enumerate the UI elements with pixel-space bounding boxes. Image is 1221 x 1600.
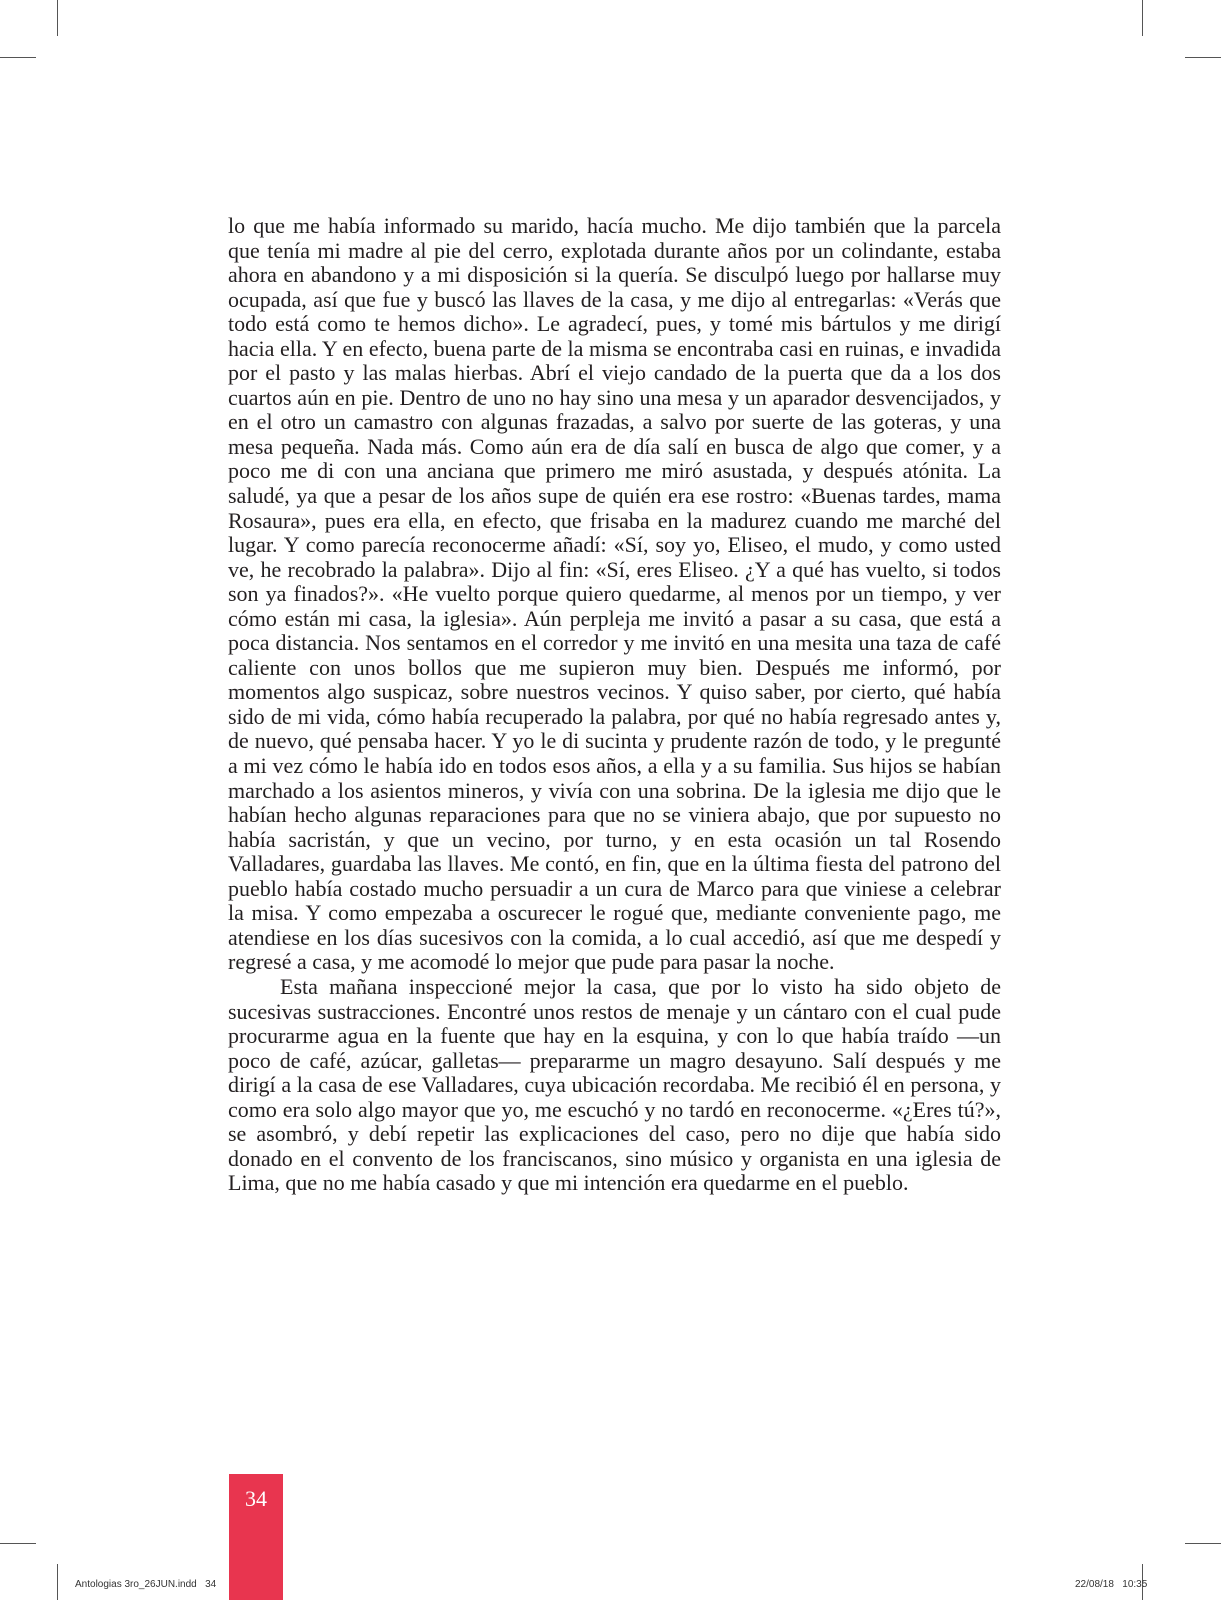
crop-mark-right-bottom: [1185, 1543, 1221, 1544]
slug-filename: Antologias 3ro_26JUN.indd 34: [75, 1579, 217, 1590]
page-number: 34: [245, 1486, 267, 1511]
page-number-tab: [229, 1474, 283, 1600]
paragraph-1: lo que me había informado su marido, hacía mucho. Me dijo también que la parcela que tenía mi madre al pie del cerro, explotada durante años por un colindante, estaba ahora en abandono y a mi disposición si la quería. Se disculpó luego por hallarse muy ocupada, así que fue y buscó las llaves de la casa, y me dijo al entregarlas: «Verás que todo está como te hemos dicho». Le agradecí, pues, y tomé mis bártulos y me dirigí hacia ella. Y en efecto, buena parte de la misma se encontraba casi en ruinas, e invadida por el pasto y las malas hierbas. Abrí el viejo candado de la puerta que da a los dos cuartos aún en pie. Dentro de uno no hay sino una mesa y un aparador desvencijados, y en el otro un camastro con algunas frazadas, a salvo por suerte de las goteras, y una mesa pequeña. Nada más. Como aún era de día salí en busca de algo que comer, y a poco me di con una anciana que primero me miró asustada, y después atónita. La saludé, ya que a pesar de los años supe de quién era ese rostro: «Buenas tardes, mama Rosaura», pues era ella, en efecto, que frisaba en la madurez cuando me marché del lugar. Y como parecía reconocerme añadí: «Sí, soy yo, Eliseo, el mudo, y como usted ve, he recobrado la palabra». Dijo al fin: «Sí, eres Eliseo. ¿Y a qué has vuelto, si todos son ya finados?». «He vuelto porque quiero quedarme, al menos por un tiempo, y ver cómo están mi casa, la iglesia». Aún perpleja me invitó a pasar a su casa, que está a poca distancia. Nos sentamos en el corredor y me invitó en una mesita una taza de café caliente con unos bollos que me supieron muy bien. Después me informó, por momentos algo suspicaz, sobre nuestros vecinos. Y quiso saber, por cierto, qué había sido de mi vida, cómo había recuperado la palabra, por qué no había regresado antes y, de nuevo, qué pensaba hacer. Y yo le di sucinta y prudente razón de todo, y le pregunté a mi vez cómo le había ido en todos esos años, a ella y a su familia. Sus hijos se habían marchado a los asientos mineros, y vivía con una sobrina. De la iglesia me dijo que le habían hecho algunas reparaciones para que no se viniera abajo, que por supuesto no había sacristán, y que un vecino, por turno, y en esta ocasión un tal Rosendo Valladares, guardaba las llaves. Me contó, en fin, que en la última fiesta del patrono del pueblo había costado mucho persuadir a un cura de Marco para que viniese a celebrar la misa. Y como empezaba a oscurecer le rogué que, mediante conveniente pago, me atendiese en los días sucesivos con la comida, a lo cual accedió, así que me despedí y regresé a casa, y me acomodé lo mejor que pude para pasar la noche.: [228, 213, 1001, 975]
body-text: [228, 214, 1001, 1196]
crop-mark-bottom-left: [57, 1564, 58, 1600]
crop-mark-top-right: [1142, 0, 1143, 36]
paragraph-2: Esta mañana inspeccioné mejor la casa, que por lo visto ha sido objeto de sucesivas sustracciones. Encontré unos restos de menaje y un cántaro con el cual pude procurarme agua en la fuente que hay en la esquina, y con lo que había traído —un poco de café, azúcar, galletas— prepararme un magro desayuno. Salí después y me dirigí a la casa de ese Valladares, cuya ubicación recordaba. Me recibió él en persona, y como era solo algo mayor que yo, me escuchó y no tardó en reconocerme. «¿Eres tú?», se asombró, y debí repetir las explicaciones del caso, pero no dije que había sido donado en el convento de los franciscanos, sino músico y organista en una iglesia de Lima, que no me había casado y que mi intención era quedarme en el pueblo.: [228, 973, 1001, 1196]
crop-mark-top-left: [57, 0, 58, 36]
crop-mark-right-top: [1185, 57, 1221, 58]
slug-datetime: 22/08/18 10:35: [1075, 1579, 1148, 1590]
crop-mark-left-bottom: [0, 1543, 36, 1544]
crop-mark-left-top: [0, 57, 36, 58]
